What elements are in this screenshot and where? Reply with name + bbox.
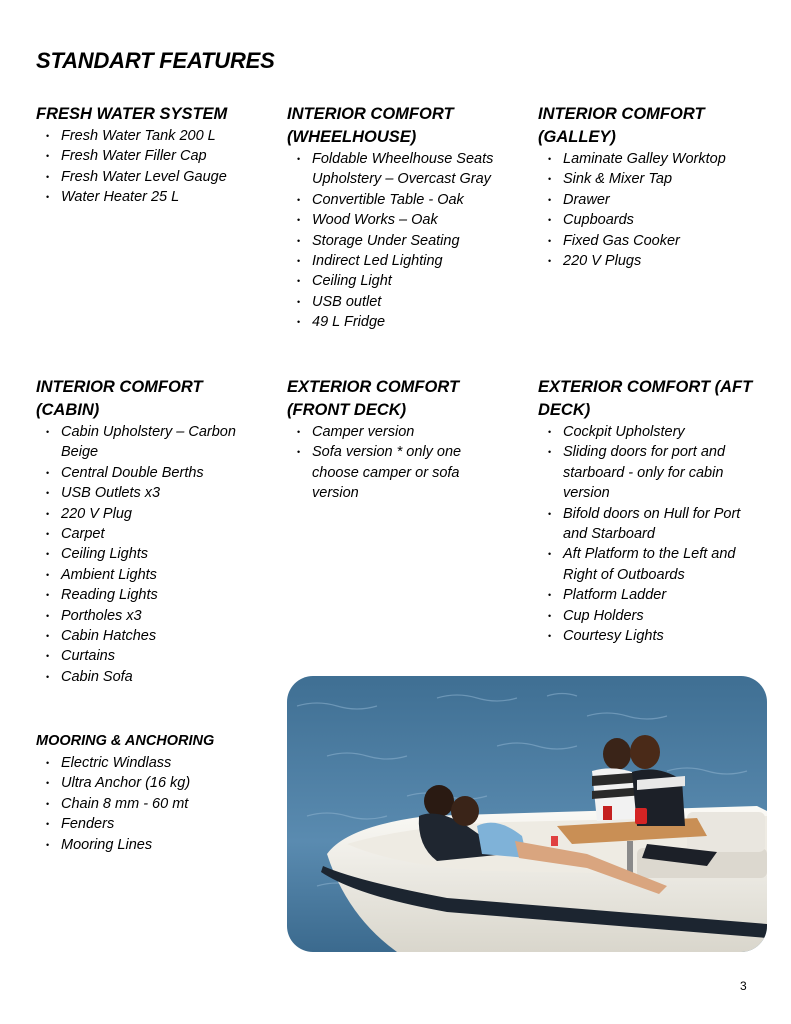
list-item: • Ultra Anchor (16 kg) xyxy=(36,773,268,793)
section-heading: INTERIOR COMFORT (CABIN) xyxy=(36,378,203,419)
section-heading: MOORING & ANCHORING xyxy=(36,733,215,749)
list-item: • Fenders xyxy=(36,814,268,834)
list-item: • USB outlet xyxy=(287,292,512,312)
list-item: • Fresh Water Tank 200 L xyxy=(36,126,268,146)
section-interior-cabin xyxy=(36,376,258,687)
boat-illustration xyxy=(287,676,767,952)
list-item: • Foldable Wheelhouse Seats Upholstery – Overcast Gray xyxy=(287,149,512,190)
list-item: • Fresh Water Filler Cap xyxy=(36,146,268,166)
section-heading: INTERIOR COMFORT (GALLEY) xyxy=(538,105,705,146)
feature-list xyxy=(36,422,258,687)
feature-list xyxy=(287,422,492,504)
list-item: • Cabin Sofa xyxy=(36,667,258,687)
list-item: • Curtains xyxy=(36,646,258,666)
list-item: • Indirect Led Lighting xyxy=(287,251,512,271)
list-item: • 220 V Plugs xyxy=(538,251,770,271)
list-item: • Cup Holders xyxy=(538,606,760,626)
list-item: • Fresh Water Level Gauge xyxy=(36,167,268,187)
list-item: • Platform Ladder xyxy=(538,585,760,605)
list-item: • 220 V Plug xyxy=(36,504,258,524)
list-item: • Ceiling Light xyxy=(287,271,512,291)
list-item: • Cockpit Upholstery xyxy=(538,422,760,442)
list-item: • Cabin Hatches xyxy=(36,626,258,646)
list-item: • Cabin Upholstery – Carbon Beige xyxy=(36,422,258,463)
feature-list xyxy=(36,753,268,855)
list-item: • Sink & Mixer Tap xyxy=(538,169,770,189)
list-item: • Electric Windlass xyxy=(36,753,268,773)
list-item: • Cupboards xyxy=(538,210,770,230)
feature-list xyxy=(538,149,770,271)
list-item: • Water Heater 25 L xyxy=(36,187,268,207)
list-item: • Drawer xyxy=(538,190,770,210)
section-fresh-water xyxy=(36,103,268,208)
list-item: • Ceiling Lights xyxy=(36,544,258,564)
page-number: 3 xyxy=(740,979,747,993)
section-exterior-aft-deck xyxy=(538,376,760,646)
section-mooring-anchoring xyxy=(36,730,268,855)
list-item: • Laminate Galley Worktop xyxy=(538,149,770,169)
list-item: • USB Outlets x3 xyxy=(36,483,258,503)
list-item: • Fixed Gas Cooker xyxy=(538,231,770,251)
list-item: • Mooring Lines xyxy=(36,835,268,855)
list-item: • Portholes x3 xyxy=(36,606,258,626)
section-heading: EXTERIOR COMFORT (AFT DECK) xyxy=(538,378,753,419)
list-item: • Chain 8 mm - 60 mt xyxy=(36,794,268,814)
section-heading: FRESH WATER SYSTEM xyxy=(36,105,228,123)
feature-list xyxy=(287,149,512,333)
boat-photo xyxy=(287,676,767,952)
table-leg xyxy=(627,841,633,873)
feature-list xyxy=(538,422,760,646)
list-item: • Camper version xyxy=(287,422,492,442)
list-item: • 49 L Fridge xyxy=(287,312,512,332)
list-item: • Bifold doors on Hull for Port and Starboard xyxy=(538,504,760,545)
list-item: • Storage Under Seating xyxy=(287,231,512,251)
list-item: • Sliding doors for port and starboard - only for cabin version xyxy=(538,442,760,503)
section-exterior-front-deck xyxy=(287,376,492,504)
feature-list xyxy=(36,126,268,208)
list-item: • Wood Works – Oak xyxy=(287,210,512,230)
section-interior-wheelhouse xyxy=(287,103,512,333)
page-title: STANDART FEATURES xyxy=(36,48,275,73)
section-heading: EXTERIOR COMFORT (FRONT DECK) xyxy=(287,378,460,419)
list-item: • Reading Lights xyxy=(36,585,258,605)
list-item: • Courtesy Lights xyxy=(538,626,760,646)
list-item: • Carpet xyxy=(36,524,258,544)
section-heading: INTERIOR COMFORT (WHEELHOUSE) xyxy=(287,105,454,146)
section-interior-galley xyxy=(538,103,770,271)
list-item: • Sofa version * only one choose camper or sofa version xyxy=(287,442,492,503)
list-item: • Ambient Lights xyxy=(36,565,258,585)
list-item: • Central Double Berths xyxy=(36,463,258,483)
list-item: • Convertible Table - Oak xyxy=(287,190,512,210)
list-item: • Aft Platform to the Left and Right of Outboards xyxy=(538,544,760,585)
